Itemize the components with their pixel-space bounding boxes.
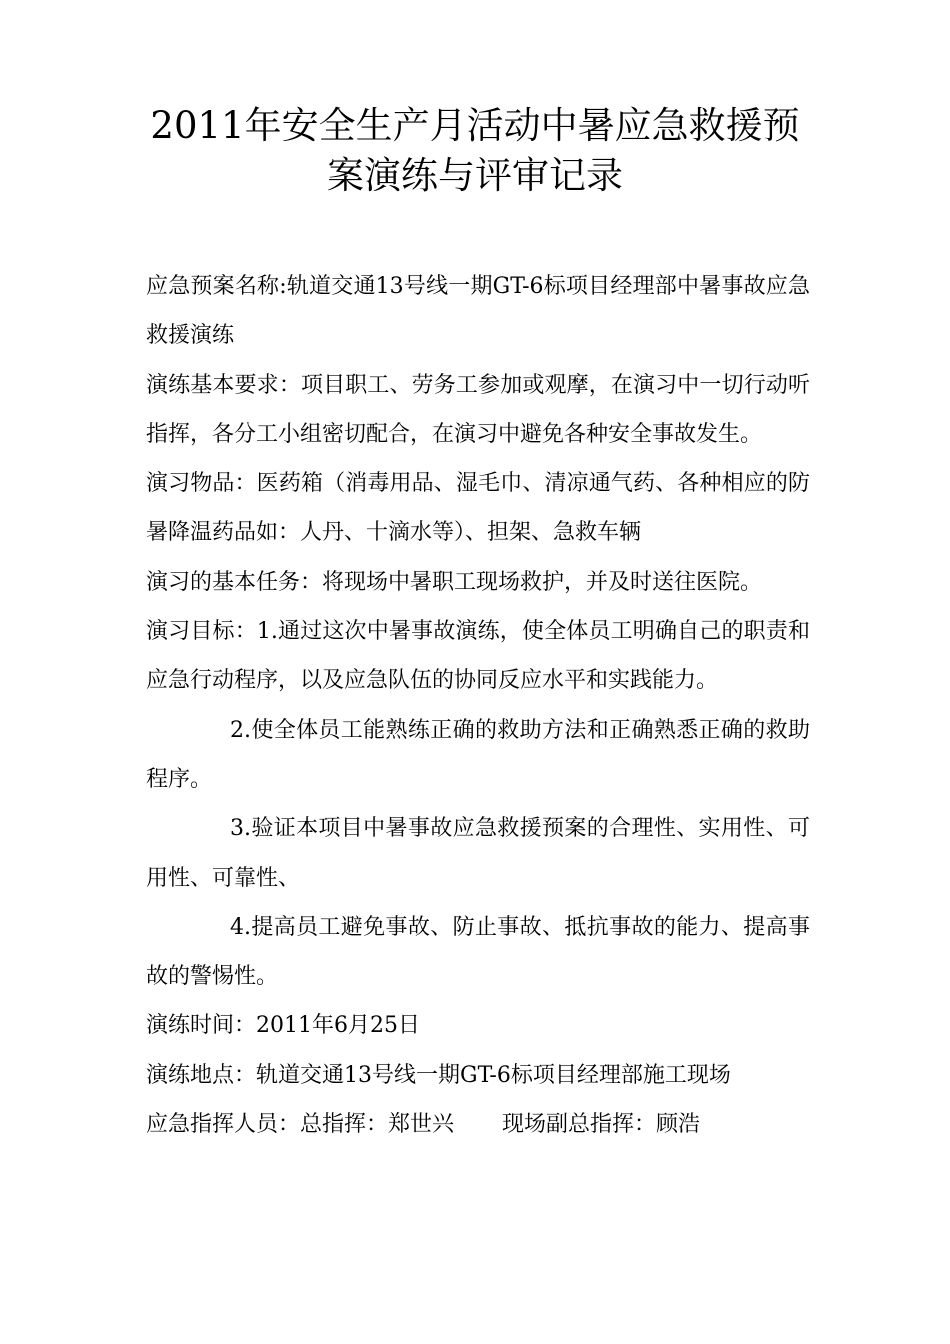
- requirements-paragraph: 演练基本要求：项目职工、劳务工参加或观摩，在演习中一切行动听指挥，各分工小组密切配合，在演习中避免各种安全事故发生。: [146, 372, 810, 447]
- time-paragraph: 演练时间：2011年6月25日: [146, 1013, 420, 1039]
- document-title-line-2: 案演练与评审记录: [327, 154, 623, 197]
- commander-paragraph: [146, 1100, 810, 1149]
- plan-name-paragraph: 应急预案名称:轨道交通13号线一期GT-6标项目经理部中暑事故应急救援演练: [146, 274, 810, 349]
- task-paragraph: 演习的基本任务：将现场中暑职工现场救护，并及时送往医院。: [146, 569, 763, 595]
- deputy-text: 现场副总指挥：顾浩: [502, 1112, 701, 1138]
- location-paragraph: 演练地点：轨道交通13号线一期GT-6标项目经理部施工现场: [146, 1062, 731, 1088]
- document-title-line-1: 2011年安全生产月活动中暑应急救援预: [150, 104, 800, 147]
- document-body: [146, 262, 810, 1149]
- materials-paragraph: 演习物品：医药箱（消毒用品、湿毛巾、清凉通气药、各种相应的防暑降温药品如：人丹、十滴水等）、担架、急救车辆: [146, 471, 810, 546]
- goal-1-paragraph: 演习目标：1.通过这次中暑事故演练，使全体员工明确自己的职责和应急行动程序，以及应急队伍的协同反应水平和实践能力。: [146, 619, 810, 694]
- goal-2-paragraph: 2.使全体员工能熟练正确的救助方法和正确熟悉正确的救助程序。: [146, 717, 810, 792]
- goal-4-paragraph: 4.提高员工避免事故、防止事故、抵抗事故的能力、提高事故的警惕性。: [146, 914, 810, 990]
- goal-3-paragraph: 3.验证本项目中暑事故应急救援预案的合理性、实用性、可用性、可靠性、: [146, 816, 810, 891]
- commander-text: 应急指挥人员：总指挥：郑世兴: [146, 1112, 455, 1138]
